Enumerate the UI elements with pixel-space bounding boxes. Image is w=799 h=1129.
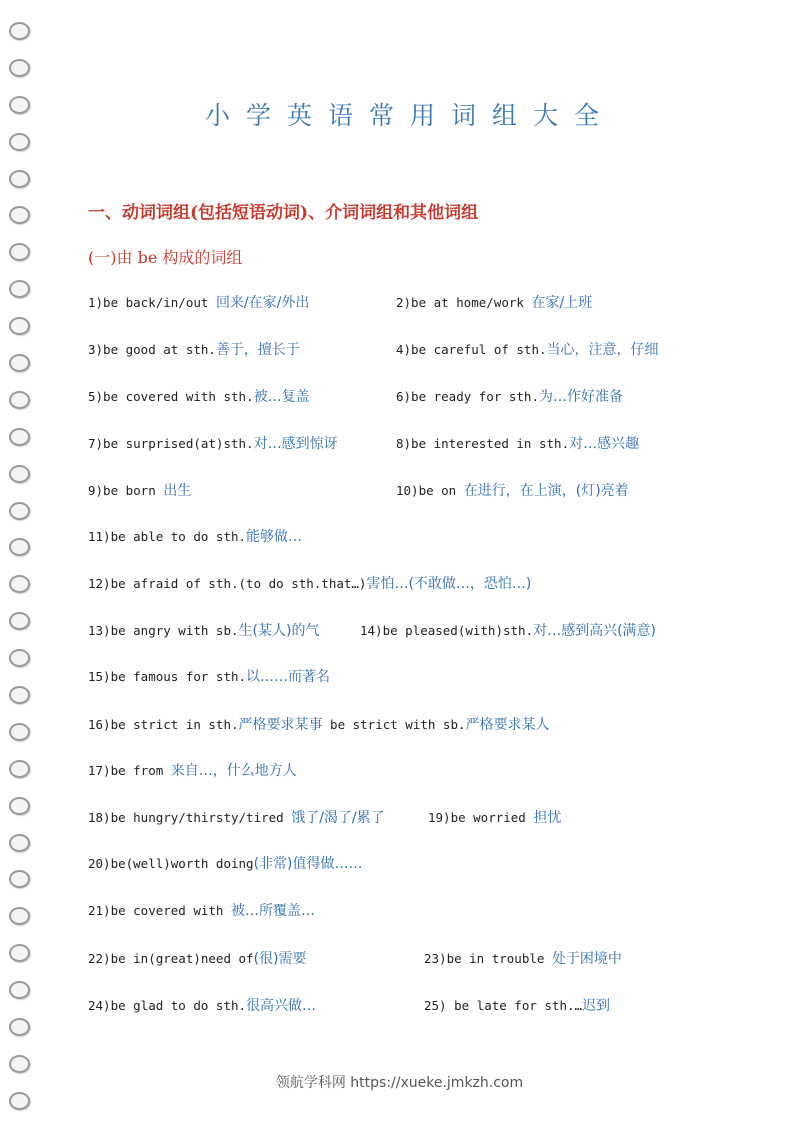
phrase-chinese: 很高兴做…	[246, 998, 317, 1014]
phrase-chinese: 迟到	[582, 998, 611, 1014]
phrase-english: be strict with sb.	[322, 717, 466, 732]
binder-ring-icon	[9, 206, 30, 224]
phrase-chinese: 对…感到高兴(满意)	[533, 623, 657, 639]
binder-ring-icon	[9, 575, 30, 593]
phrase-chinese: 在家/上班	[531, 295, 593, 311]
binder-rings	[9, 22, 35, 1129]
phrase-chinese: 当心，注意，仔细	[546, 342, 659, 358]
binder-ring-icon	[9, 170, 30, 188]
phrase-english: 12)be afraid of sth.(to do sth.that…)	[88, 576, 367, 591]
phrase-chinese: 能够做…	[246, 529, 303, 545]
phrase-english: 14)be pleased(with)sth.	[360, 623, 534, 638]
phrase-item	[88, 950, 307, 969]
binder-ring-icon	[9, 907, 30, 925]
subsection-heading: (一)由 be 构成的词组	[88, 248, 243, 267]
phrase-item	[88, 716, 550, 735]
phrase-item	[88, 902, 315, 921]
phrase-item	[88, 482, 191, 501]
phrase-chinese: 出生	[163, 483, 192, 499]
phrase-english: 19)be worried	[428, 810, 534, 825]
phrase-item	[88, 294, 309, 313]
binder-ring-icon	[9, 133, 30, 151]
phrase-item	[88, 668, 330, 687]
phrase-english: 9)be born	[88, 483, 164, 498]
phrase-item	[88, 575, 531, 594]
phrase-chinese: 被…所覆盖…	[231, 903, 315, 919]
binder-ring-icon	[9, 723, 30, 741]
phrase-chinese: (非常)值得做……	[253, 856, 363, 872]
phrase-chinese: 对…感到惊讶	[253, 436, 338, 452]
binder-ring-icon	[9, 538, 30, 556]
binder-ring-icon	[9, 686, 30, 704]
binder-ring-icon	[9, 502, 30, 520]
phrase-english: 3)be good at sth.	[88, 342, 216, 357]
section-heading: 一、动词词组(包括短语动词)、介词词组和其他词组	[88, 203, 479, 223]
phrase-chinese: 害怕…(不敢做…，恐怕…)	[366, 576, 532, 592]
phrase-chinese: 在进行，在上演，(灯)亮着	[463, 483, 629, 499]
phrase-english: 17)be from	[88, 763, 171, 778]
footer-watermark: 领航学科网 https://xueke.jmkzh.com	[275, 1075, 524, 1091]
phrase-english: 21)be covered with	[88, 903, 231, 918]
phrase-item	[88, 528, 302, 547]
binder-ring-icon	[9, 944, 30, 962]
phrase-english: 23)be in trouble	[424, 951, 552, 966]
binder-ring-icon	[9, 760, 30, 778]
phrase-english: 20)be(well)worth doing	[88, 856, 254, 871]
phrase-english: 22)be in(great)need of	[88, 951, 254, 966]
phrase-chinese: 以……而著名	[246, 669, 331, 685]
phrase-english: 8)be interested in sth.	[396, 436, 570, 451]
phrase-english: 13)be angry with sb.	[88, 623, 239, 638]
binder-ring-icon	[9, 465, 30, 483]
phrase-chinese: 生(某人)的气	[238, 623, 320, 639]
phrase-english: 1)be back/in/out	[88, 295, 216, 310]
phrase-english: 5)be covered with sth.	[88, 389, 254, 404]
phrase-item	[396, 435, 639, 454]
phrase-item	[396, 388, 623, 407]
phrase-chinese: 来自…，什么地方人	[170, 763, 297, 779]
phrase-item	[88, 762, 297, 781]
phrase-chinese: (很)需要	[253, 951, 307, 967]
phrase-english: 2)be at home/work	[396, 295, 532, 310]
binder-ring-icon	[9, 649, 30, 667]
phrase-item	[424, 950, 622, 969]
phrase-item	[88, 341, 300, 360]
binder-ring-icon	[9, 317, 30, 335]
binder-ring-icon	[9, 354, 30, 372]
phrase-english: 24)be glad to do sth.	[88, 998, 247, 1013]
phrase-chinese: 对…感兴趣	[569, 436, 640, 452]
phrase-item	[88, 997, 316, 1016]
binder-ring-icon	[9, 428, 30, 446]
phrase-item	[88, 855, 363, 874]
phrase-chinese: 被…复盖	[253, 389, 310, 405]
phrase-item	[88, 809, 385, 828]
phrase-english: 15)be famous for sth.	[88, 669, 247, 684]
binder-ring-icon	[9, 981, 30, 999]
phrase-item	[88, 435, 338, 454]
phrase-english: 11)be able to do sth.	[88, 529, 247, 544]
phrase-chinese: 饿了/渴了/累了	[291, 810, 385, 826]
binder-ring-icon	[9, 243, 30, 261]
phrase-chinese: 严格要求某人	[465, 717, 550, 733]
phrase-chinese: 回来/在家/外出	[215, 295, 310, 311]
binder-ring-icon	[9, 1018, 30, 1036]
binder-ring-icon	[9, 834, 30, 852]
phrase-chinese: 善于，擅长于	[215, 342, 300, 358]
phrase-item	[396, 341, 659, 360]
phrase-item	[396, 482, 629, 501]
phrase-chinese: 为…作好准备	[539, 389, 623, 405]
phrase-english: 7)be surprised(at)sth.	[88, 436, 254, 451]
binder-ring-icon	[9, 22, 30, 40]
phrase-chinese: 担忧	[533, 810, 562, 826]
phrase-english: 10)be on	[396, 483, 464, 498]
phrase-chinese: 严格要求某事	[238, 717, 323, 733]
phrase-english: 6)be ready for sth.	[396, 389, 539, 404]
phrase-english: 4)be careful of sth.	[396, 342, 547, 357]
phrase-chinese: 处于困境中	[551, 951, 622, 967]
binder-ring-icon	[9, 612, 30, 630]
phrase-english: 16)be strict in sth.	[88, 717, 239, 732]
phrase-item	[88, 622, 319, 641]
binder-ring-icon	[9, 797, 30, 815]
binder-ring-icon	[9, 1092, 30, 1110]
phrase-english: 25) be late for sth.…	[424, 998, 583, 1013]
phrase-item	[396, 294, 592, 313]
phrase-item	[424, 997, 610, 1016]
phrase-item	[360, 622, 656, 641]
phrase-item	[428, 809, 561, 828]
phrase-item	[88, 388, 310, 407]
binder-ring-icon	[9, 1055, 30, 1073]
binder-ring-icon	[9, 870, 30, 888]
binder-ring-icon	[9, 391, 30, 409]
page-title: 小学英语常用词组大全	[204, 101, 615, 130]
phrase-english: 18)be hungry/thirsty/tired	[88, 810, 292, 825]
binder-ring-icon	[9, 280, 30, 298]
binder-ring-icon	[9, 59, 30, 77]
